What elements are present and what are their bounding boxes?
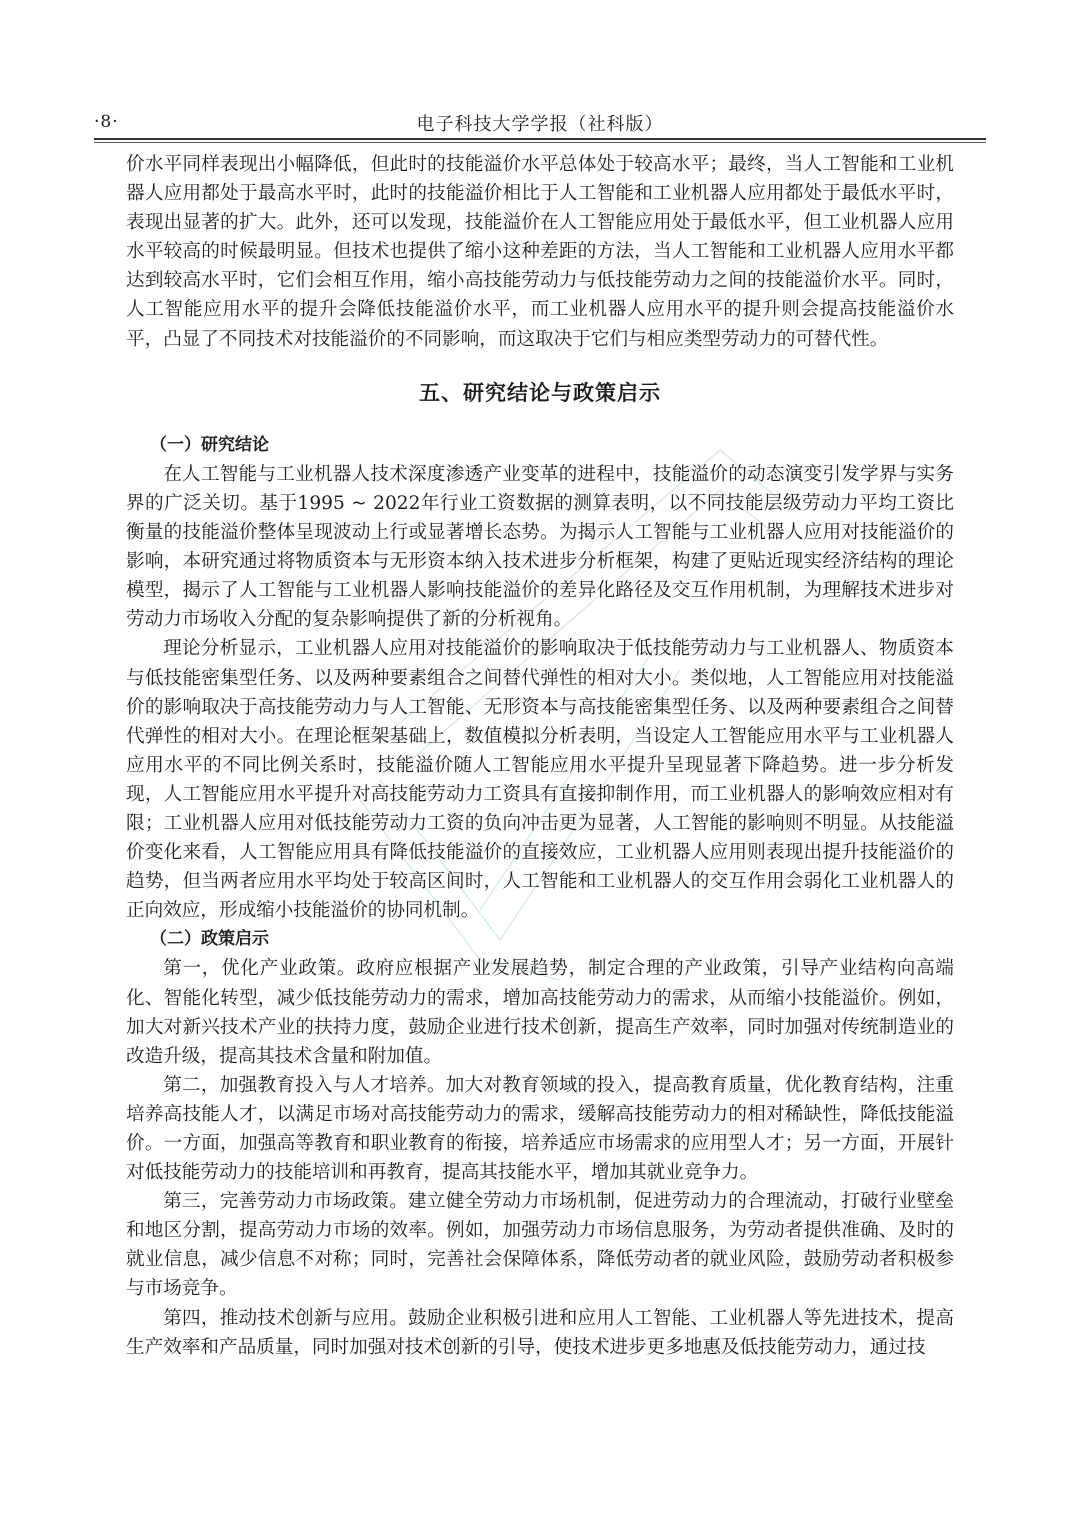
body-paragraph: 第二，加强教育投入与人才培养。加大对教育领域的投入，提高教育质量，优化教育结构，注重培养高技能人才，以满足市场对高技能劳动力的需求，缓解高技能劳动力的相对稀缺性，降低技能溢价。一方面，加强高等教育和职业教育的衔接，培养适应市场需求的应用型人才；另一方面，开展针对低技能劳动力的技能培训和再教育，提高其技能水平，增加其就业竞争力。	[126, 1074, 954, 1184]
header-rule-thin	[94, 142, 986, 143]
page-number: ·8·	[94, 112, 119, 132]
body-paragraph: 理论分析显示，工业机器人应用对技能溢价的影响取决于低技能劳动力与工业机器人、物质资本与低技能密集型任务、以及两种要素组合之间替代弹性的相对大小。类似地，人工智能应用对技能溢价的影响取决于高技能劳动力与人工智能、无形资本与高技能密集型任务、以及两种要素组合之间替代弹性的相对大小。在理论框架基础上，数值模拟分析表明，当设定人工智能应用水平与工业机器人应用水平的不同比例关系时，技能溢价随人工智能应用水平提升呈现显著下降趋势。进一步分析发现，人工智能应用水平提升对高技能劳动力工资具有直接抑制作用，而工业机器人的影响效应相对有限；工业机器人应用对低技能劳动力工资的负向冲击更为显著，人工智能的影响则不明显。从技能溢价变化来看，人工智能应用具有降低技能溢价的直接效应，工业机器人应用则表现出提升技能溢价的趋势，但当两者应用水平均处于较高区间时，人工智能和工业机器人的交互作用会弱化工业机器人的正向效应，形成缩小技能溢价的协同机制。	[126, 638, 954, 922]
section-heading: 五、研究结论与政策启示	[419, 379, 661, 405]
subsection-heading-conclusions: （一）研究结论	[150, 434, 269, 455]
page-body	[126, 150, 954, 1362]
subsection-heading-policy: （二）政策启示	[150, 929, 269, 950]
body-paragraph: 第四，推动技术创新与应用。鼓励企业积极引进和应用人工智能、工业机器人等先进技术，提高生产效率和产品质量，同时加强对技术创新的引导，使技术进步更多地惠及低技能劳动力，通过技	[126, 1307, 954, 1358]
body-paragraph: 第一，优化产业政策。政府应根据产业发展趋势，制定合理的产业政策，引导产业结构向高端化、智能化转型，减少低技能劳动力的需求，增加高技能劳动力的需求，从而缩小技能溢价。例如，加大对新兴技术产业的扶持力度，鼓励企业进行技术创新，提高生产效率，同时加强对传统制造业的改造升级，提高其技术含量和附加值。	[126, 958, 954, 1067]
body-paragraph: 第三，完善劳动力市场政策。建立健全劳动力市场机制，促进劳动力的合理流动，打破行业壁垒和地区分割，提高劳动力市场的效率。例如，加强劳动力市场信息服务，为劳动者提供准确、及时的就业信息，减少信息不对称；同时，完善社会保障体系，降低劳动者的就业风险，鼓励劳动者积极参与市场竞争。	[126, 1191, 954, 1300]
journal-title: 电子科技大学学报（社科版）	[416, 114, 664, 135]
header-rule-thick	[94, 138, 986, 140]
running-header	[94, 108, 986, 136]
intro-paragraph: 价水平同样表现出小幅降低，但此时的技能溢价水平总体处于较高水平；最终，当人工智能和工业机器人应用都处于最高水平时，此时的技能溢价相比于人工智能和工业机器人应用都处于最低水平时，表现出显著的扩大。此外，还可以发现，技能溢价在人工智能应用处于最低水平，但工业机器人应用水平较高的时候最明显。但技术也提供了缩小这种差距的方法，当人工智能和工业机器人应用水平都达到较高水平时，它们会相互作用，缩小高技能劳动力与低技能劳动力之间的技能溢价水平。同时，人工智能应用水平的提升会降低技能溢价水平，而工业机器人应用水平的提升则会提高技能溢价水平，凸显了不同技术对技能溢价的不同影响，而这取决于它们与相应类型劳动力的可替代性。	[126, 154, 954, 350]
body-paragraph: 在人工智能与工业机器人技术深度渗透产业变革的进程中，技能溢价的动态演变引发学界与实务界的广泛关切。基于1995 ~ 2022年行业工资数据的测算表明，以不同技能层级劳动力平均工资比衡量的技能溢价整体呈现波动上行或显著增长态势。为揭示人工智能与工业机器人应用对技能溢价的影响，本研究通过将物质资本与无形资本纳入技术进步分析框架，构建了更贴近现实经济结构的理论模型，揭示了人工智能与工业机器人影响技能溢价的差异化路径及交互作用机制，为理解技术进步对劳动力市场收入分配的复杂影响提供了新的分析视角。	[126, 463, 954, 631]
